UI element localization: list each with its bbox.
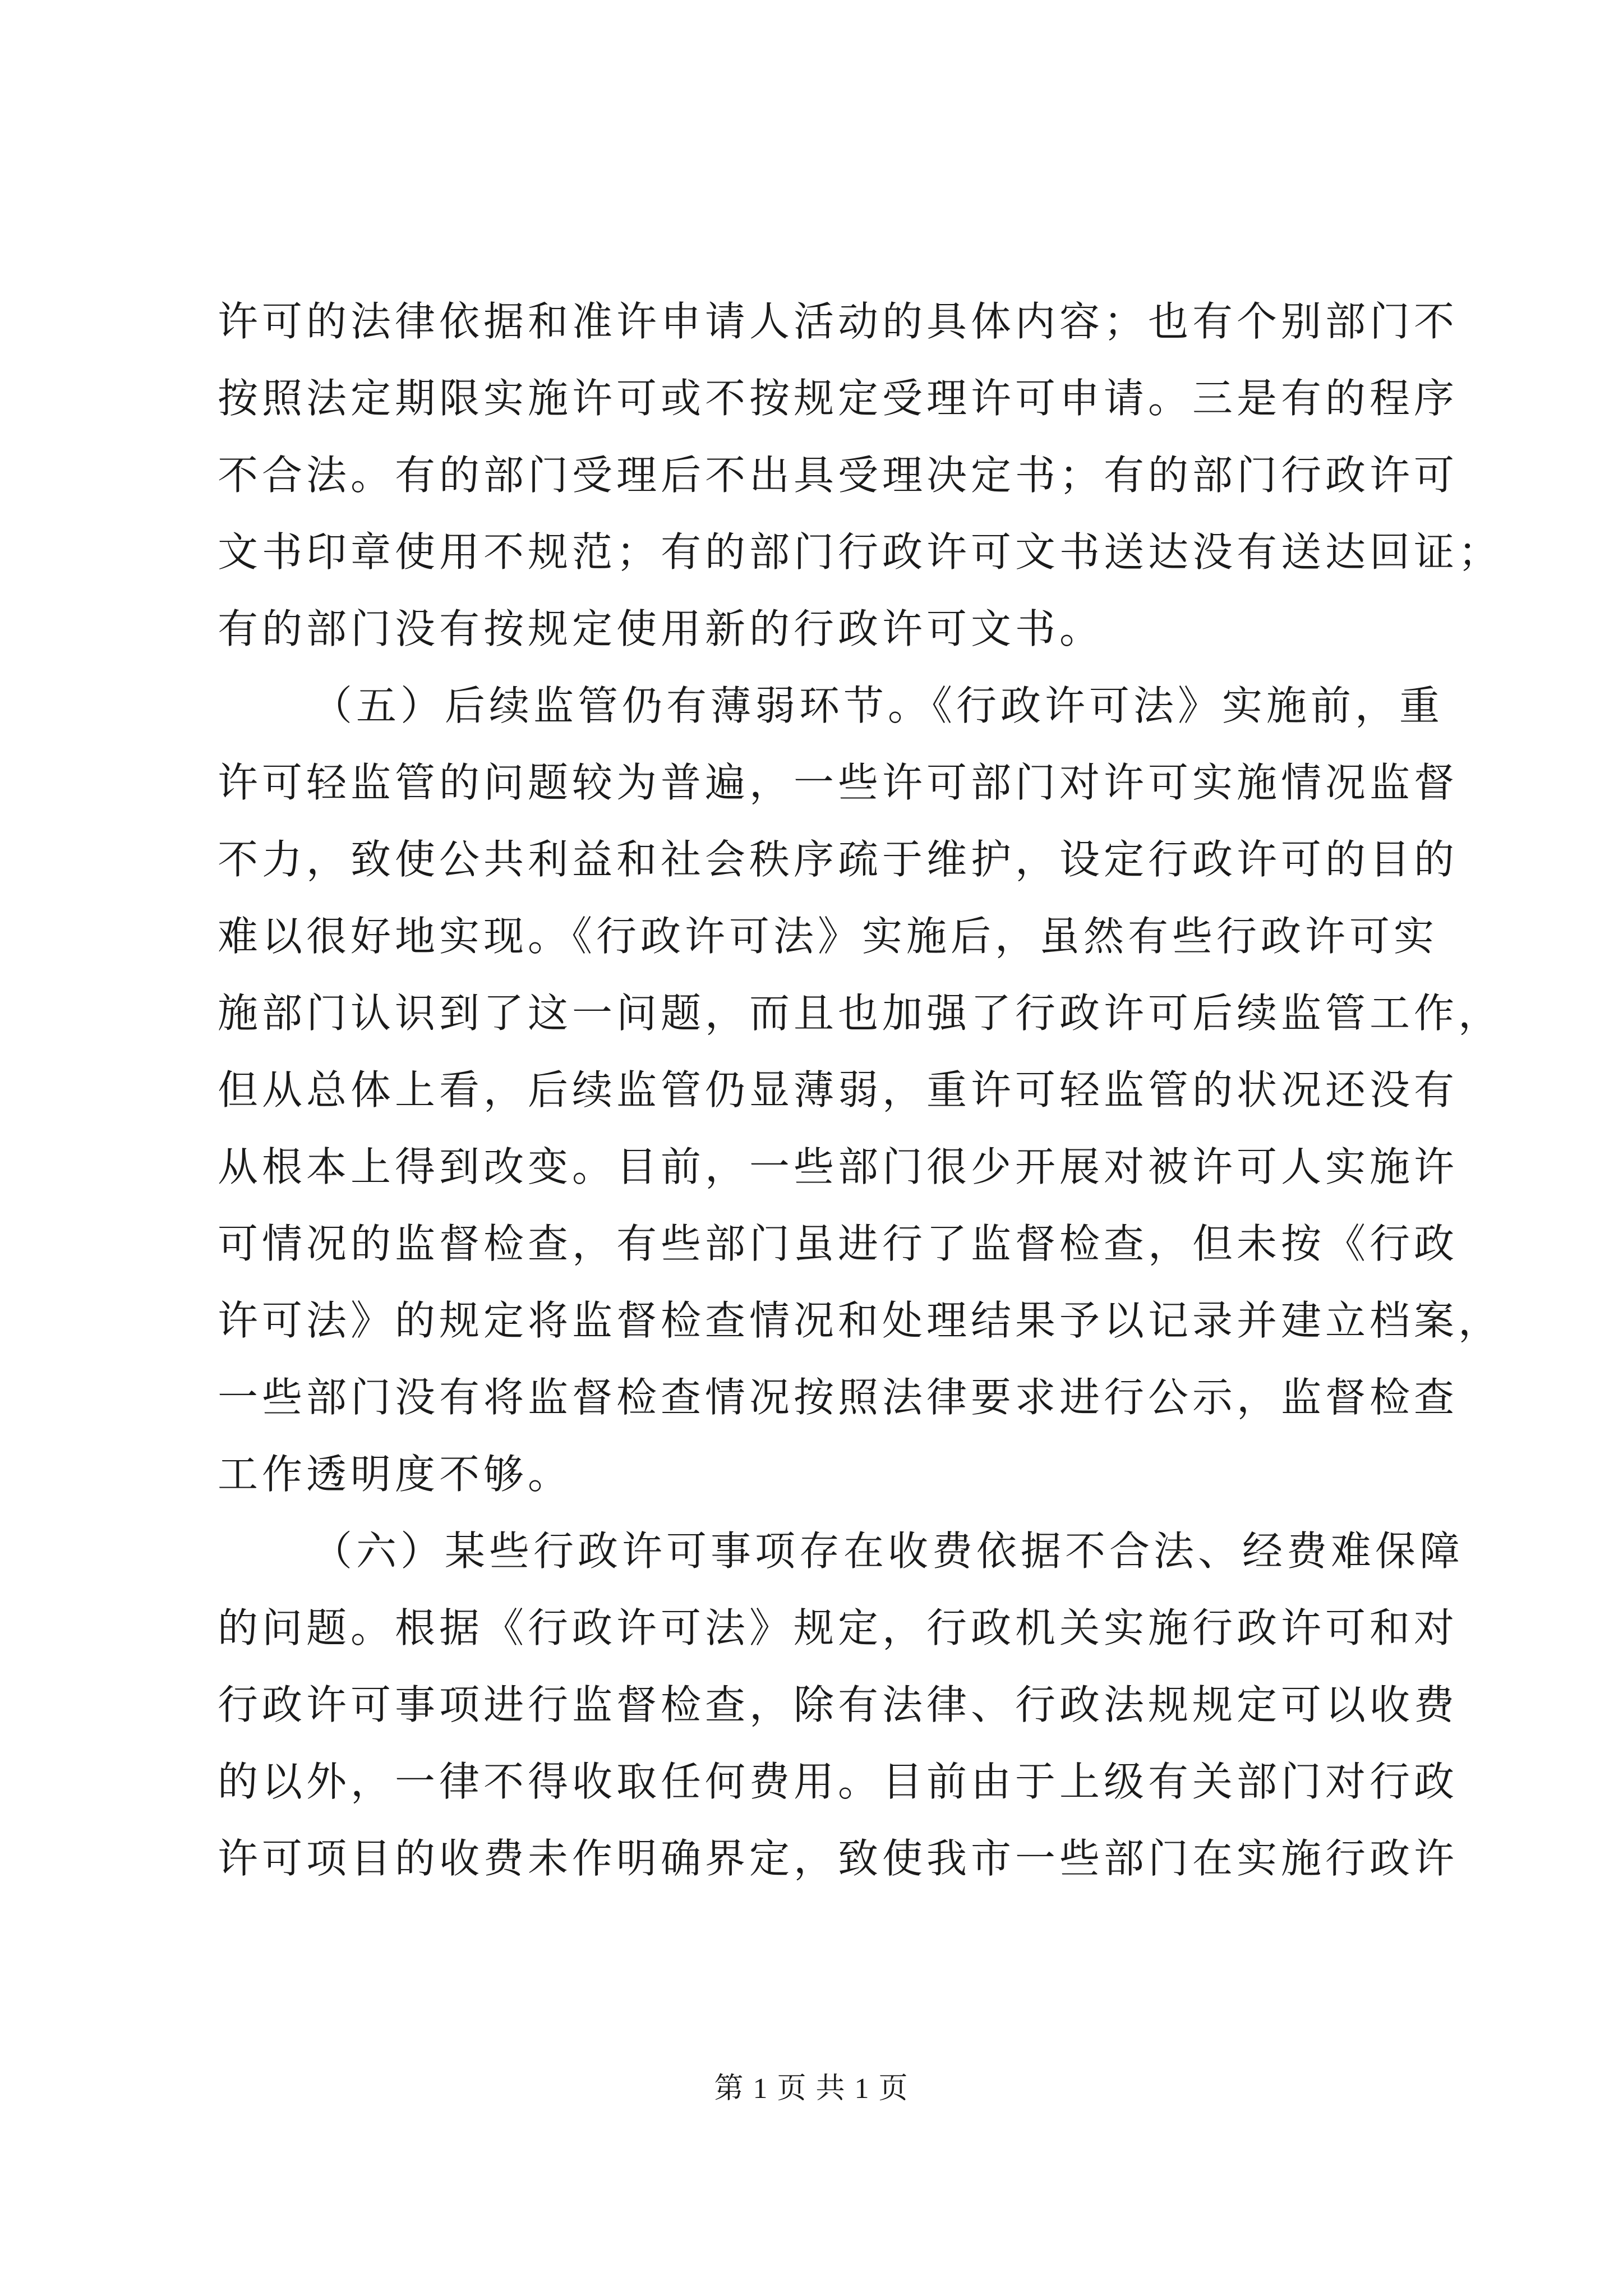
body-text [218, 283, 1503, 1897]
text-line: 工作透明度不够。 [218, 1451, 573, 1498]
text-line: 但从总体上看，后续监管仍显薄弱，重许可轻监管的状况还没有 [218, 1066, 1459, 1114]
text-line: 的问题。根据《行政许可法》规定，行政机关实施行政许可和对 [218, 1604, 1459, 1651]
text-line: 行政许可事项进行监督检查，除有法律、行政法规规定可以收费 [218, 1681, 1459, 1728]
text-line: 不力，致使公共利益和社会秩序疏于维护，设定行政许可的目的 [218, 836, 1459, 883]
text-line: 许可法》的规定将监督检查情况和处理结果予以记录并建立档案， [218, 1297, 1503, 1344]
text-line: 可情况的监督检查，有些部门虽进行了监督检查，但未按《行政 [218, 1220, 1459, 1267]
text-line: 许可轻监管的问题较为普遍，一些许可部门对许可实施情况监督 [218, 759, 1459, 806]
text-line: 许可的法律依据和准许申请人活动的具体内容；也有个别部门不 [218, 298, 1459, 345]
text-line: 施部门认识到了这一问题，而且也加强了行政许可后续监管工作， [218, 990, 1503, 1037]
paragraph-heading-6: （六）某些行政许可事项存在收费依据不合法、经费难保障 [312, 1527, 1464, 1575]
text-line: 从根本上得到改变。目前，一些部门很少开展对被许可人实施许 [218, 1143, 1459, 1190]
text-line: 许可项目的收费未作明确界定，致使我市一些部门在实施行政许 [218, 1835, 1459, 1882]
text-line: 一些部门没有将监督检查情况按照法律要求进行公示，监督检查 [218, 1374, 1459, 1421]
text-line: 不合法。有的部门受理后不出具受理决定书；有的部门行政许可 [218, 452, 1459, 499]
text-line: 有的部门没有按规定使用新的行政许可文书。 [218, 605, 1104, 652]
text-line: 文书印章使用不规范；有的部门行政许可文书送达没有送达回证； [218, 528, 1503, 576]
text-line: 难以很好地实现。《行政许可法》实施后，虽然有些行政许可实 [218, 913, 1438, 960]
text-line: 的以外，一律不得收取任何费用。目前由于上级有关部门对行政 [218, 1758, 1459, 1805]
paragraph-heading-5: （五）后续监管仍有薄弱环节。《行政许可法》实施前，重 [312, 682, 1444, 729]
text-line: 按照法定期限实施许可或不按规定受理许可申请。三是有的程序 [218, 375, 1459, 422]
page-footer: 第 1 页 共 1 页 [714, 2073, 909, 2105]
